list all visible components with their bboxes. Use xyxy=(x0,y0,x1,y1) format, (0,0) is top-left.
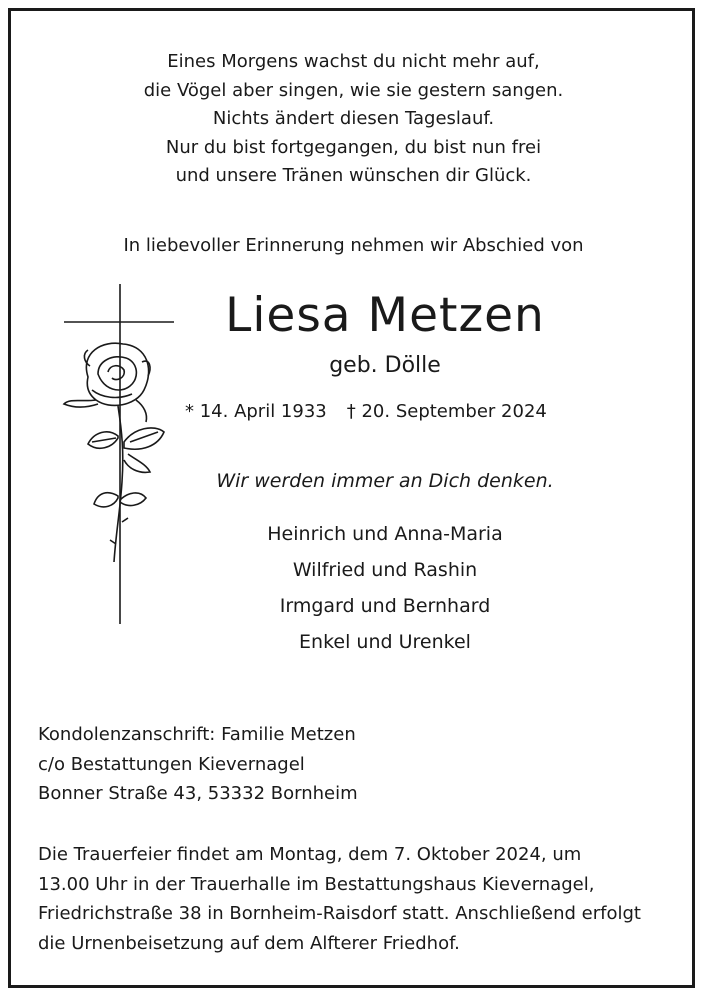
poem-line: Nichts ändert diesen Tageslauf. xyxy=(212,108,495,129)
farewell-intro: In liebevoller Erinnerung nehmen wir Abschied von xyxy=(123,235,584,256)
mourner: Enkel und Urenkel xyxy=(299,631,471,653)
birth-date: * 14. April 1933 xyxy=(185,401,327,422)
address-line: Kondolenzanschrift: Familie Metzen xyxy=(38,724,356,745)
mourner: Wilfried und Rashin xyxy=(292,559,478,581)
motto: Wir werden immer an Dich denken. xyxy=(216,470,554,492)
poem-line: Eines Morgens wachst du nicht mehr auf, xyxy=(167,51,540,72)
ceremony-line: die Urnenbeisetzung auf dem Alfterer Friedhof. xyxy=(38,932,460,954)
poem xyxy=(0,48,707,191)
mourners-list xyxy=(160,516,610,660)
poem-line: die Vögel aber singen, wie sie gestern sangen. xyxy=(143,79,564,101)
address-line: Bonner Straße 43, 53332 Bornheim xyxy=(38,783,358,804)
maiden-name: geb. Dölle xyxy=(329,353,441,378)
deceased-name: Liesa Metzen xyxy=(225,288,545,343)
cross-icon xyxy=(64,284,174,624)
ceremony-line: Friedrichstraße 38 in Bornheim-Raisdorf statt. Anschließend erfolgt xyxy=(38,903,641,924)
ceremony-details xyxy=(38,840,678,958)
condolence-address xyxy=(38,720,678,809)
ceremony-line: 13.00 Uhr in der Trauerhalle im Bestattungshaus Kievernagel, xyxy=(38,873,595,895)
poem-line: und unsere Tränen wünschen dir Glück. xyxy=(175,165,532,186)
mourner: Heinrich und Anna-Maria xyxy=(267,523,503,545)
ceremony-line: Die Trauerfeier findet am Montag, dem 7. Oktober 2024, um xyxy=(38,844,582,865)
mourner: Irmgard und Bernhard xyxy=(279,595,491,617)
death-date: † 20. September 2024 xyxy=(346,401,547,422)
address-line: c/o Bestattungen Kievernagel xyxy=(38,753,305,775)
rose-icon xyxy=(64,343,164,562)
life-dates xyxy=(185,398,605,426)
poem-line: Nur du bist fortgegangen, du bist nun frei xyxy=(165,136,542,158)
